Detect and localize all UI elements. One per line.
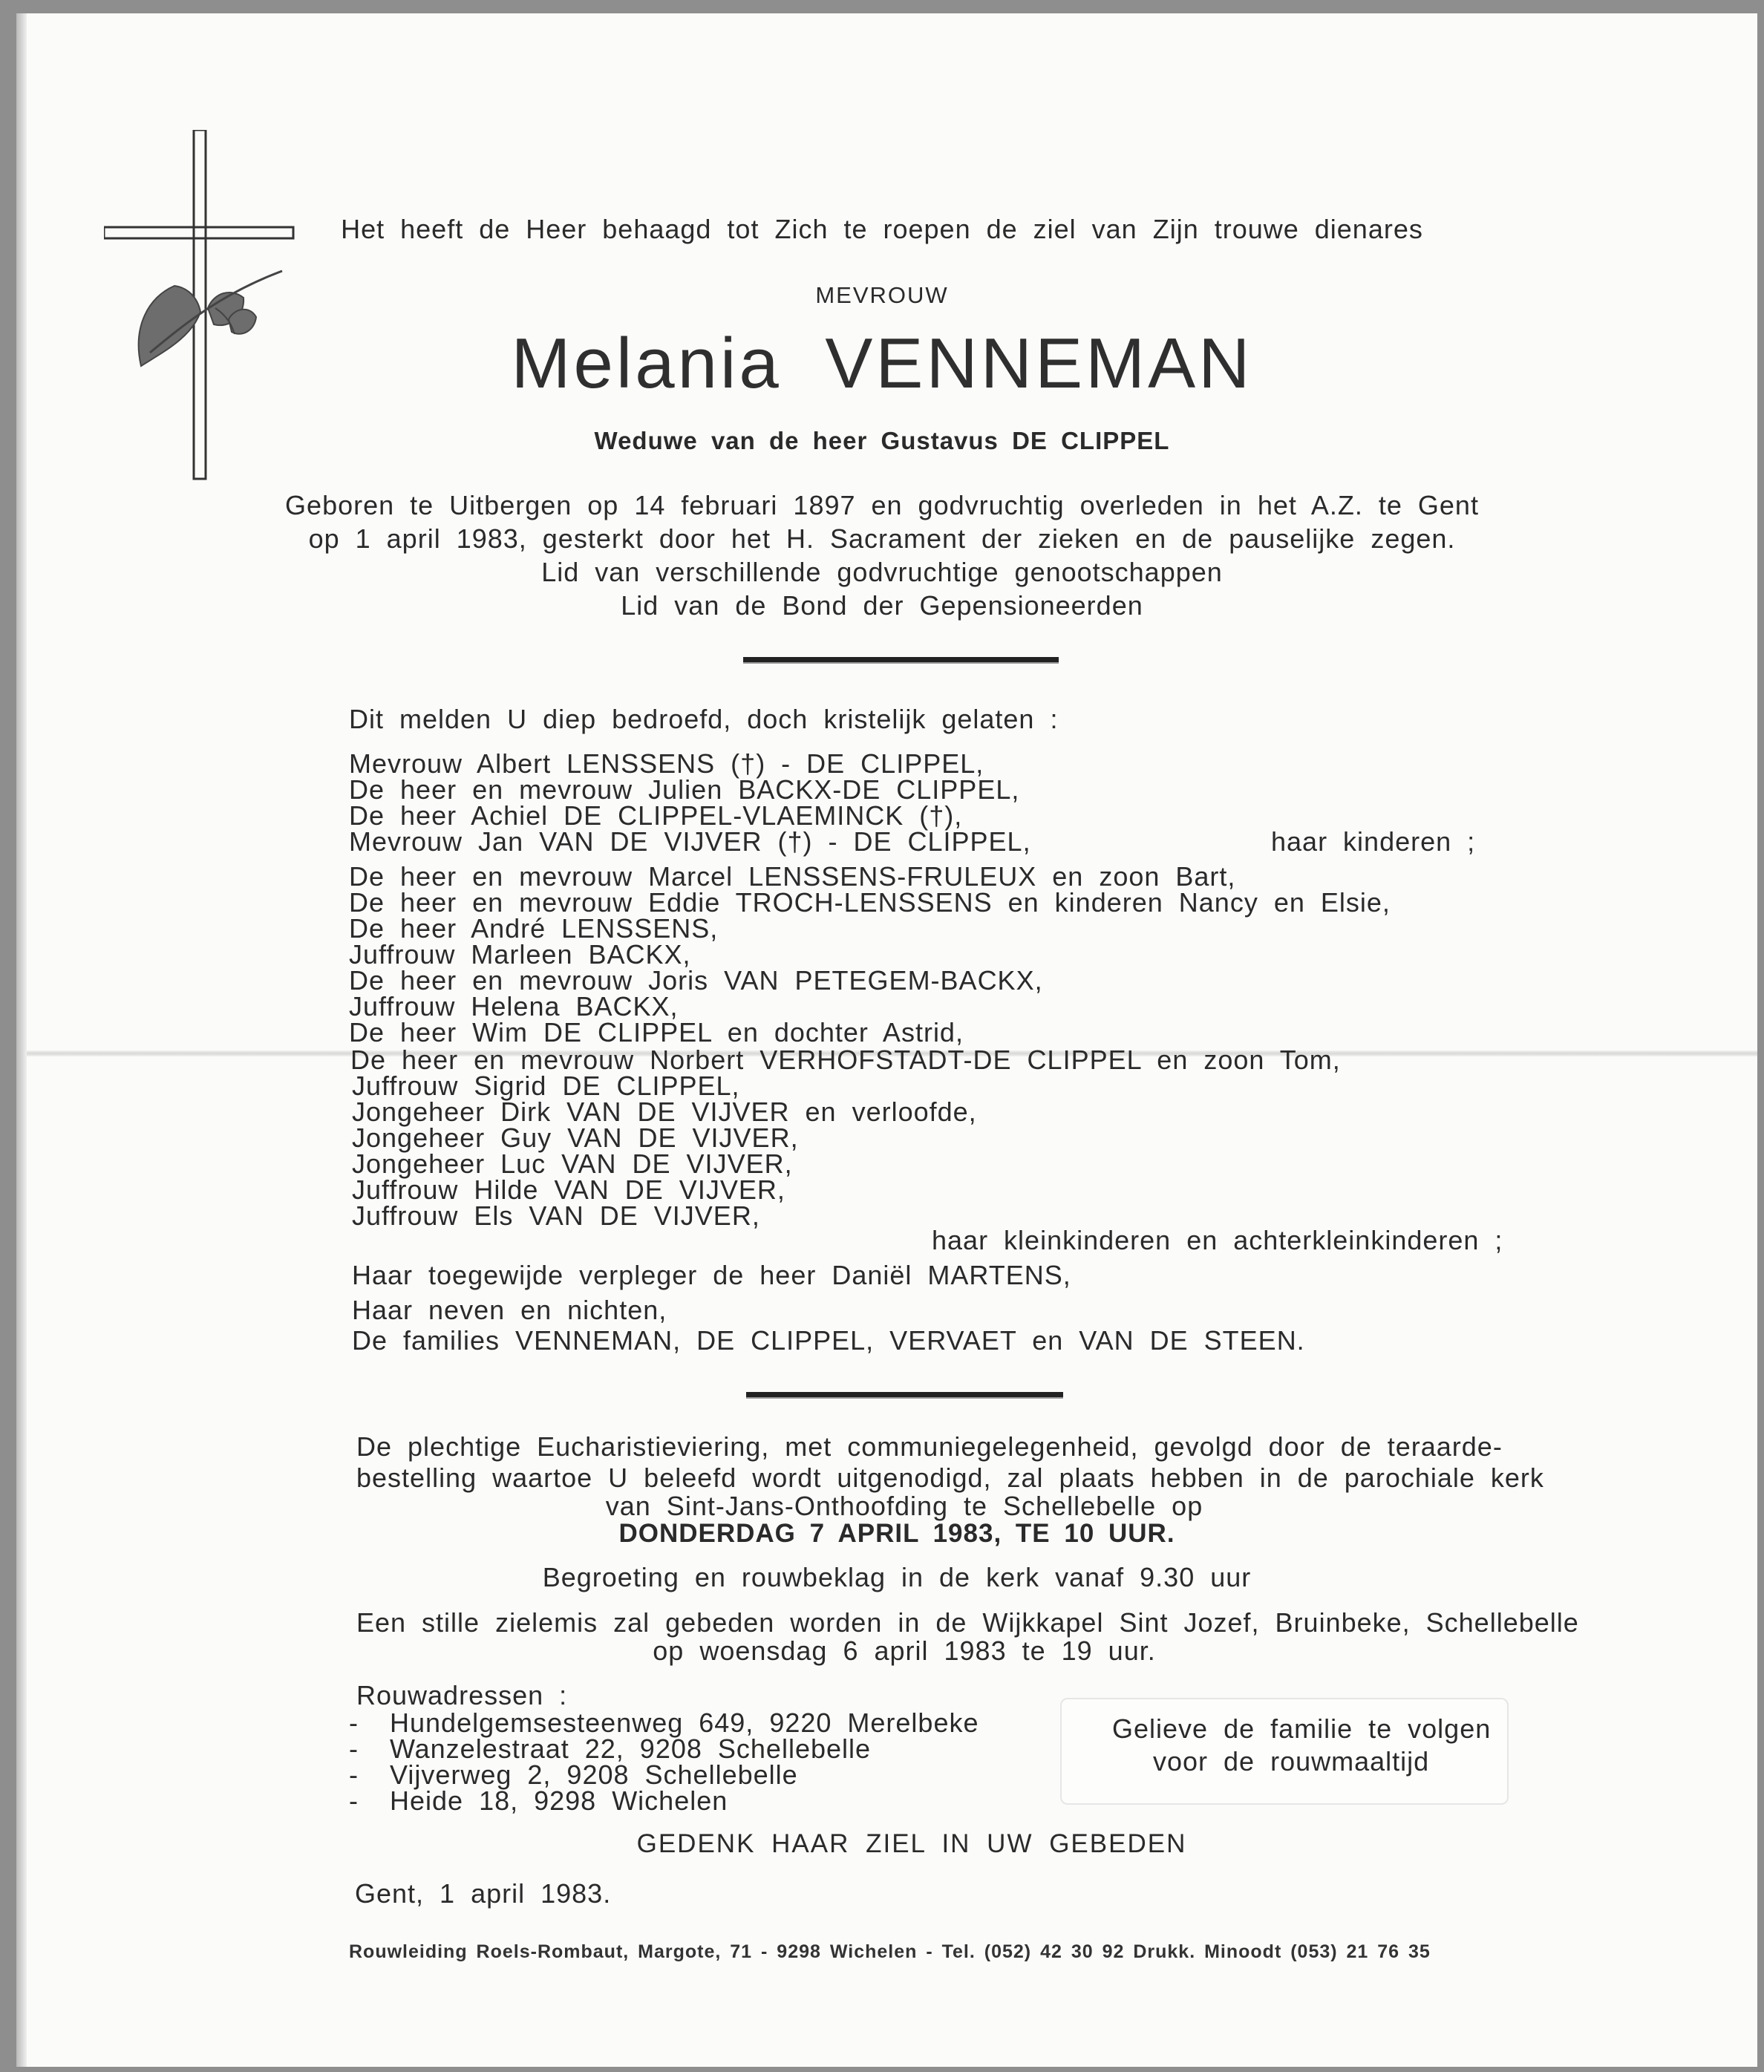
address-4: Heide 18, 9298 Wichelen	[390, 1785, 728, 1816]
grandchild-14: Juffrouw Els VAN DE VIJVER,	[352, 1200, 760, 1231]
announcement: Dit melden U diep bedroefd, doch kristelijk gelaten :	[349, 704, 1059, 734]
other-2: Haar neven en nichten,	[352, 1295, 667, 1325]
grandchild-6: Juffrouw Helena BACKX,	[349, 991, 679, 1022]
salutation: MEVROUW	[815, 282, 949, 308]
bio-line-4: Lid van de Bond der Gepensioneerden	[621, 590, 1143, 621]
divider-2	[746, 1392, 1063, 1397]
stamp-line-1: Gelieve de familie te volgen	[1112, 1713, 1492, 1744]
service-line-3: van Sint-Jans-Onthoofding te Schellebelle op	[605, 1491, 1203, 1521]
other-3: De families VENNEMAN, DE CLIPPEL, VERVAET en VAN DE STEEN.	[352, 1325, 1305, 1356]
child-2: De heer en mevrouw Julien BACKX-DE CLIPPEL,	[349, 774, 1020, 805]
bio-line-1: Geboren te Uitbergen op 14 februari 1897 en godvruchtig overleden in het A.Z. te Gent	[285, 490, 1479, 520]
grandchild-4: Juffrouw Marleen BACKX,	[349, 939, 691, 970]
mass-line-2: op woensdag 6 april 1983 te 19 uur.	[653, 1635, 1156, 1666]
children-label: haar kinderen ;	[1271, 826, 1476, 857]
grandchild-1: De heer en mevrouw Marcel LENSSENS-FRULEUX en zoon Bart,	[349, 861, 1236, 892]
grandchild-9: Juffrouw Sigrid DE CLIPPEL,	[352, 1071, 740, 1101]
child-3: De heer Achiel DE CLIPPEL-VLAEMINCK (†),	[349, 800, 963, 831]
place-date: Gent, 1 april 1983.	[355, 1878, 612, 1909]
deceased-name: Melania VENNEMAN	[511, 324, 1253, 403]
grandchild-7: De heer Wim DE CLIPPEL en dochter Astrid,	[349, 1017, 964, 1048]
mass-line-1: Een stille zielemis zal gebeden worden in de Wijkkapel Sint Jozef, Bruinbeke, Schellebelle	[356, 1607, 1579, 1638]
printer-footer: Rouwleiding Roels-Rombaut, Margote, 71 - 9298 Wichelen - Tel. (052) 42 30 92 Drukk. Minoodt (053) 21 76 35	[349, 1941, 1431, 1962]
divider-1	[743, 657, 1059, 662]
service-line-1: De plechtige Eucharistieviering, met communiegelegenheid, gevolgd door de teraarde-	[356, 1431, 1503, 1462]
card-edge	[16, 13, 27, 2067]
grandchild-3: De heer André LENSSENS,	[349, 913, 719, 944]
bio-line-3: Lid van verschillende godvruchtige genootschappen	[541, 557, 1223, 587]
child-1: Mevrouw Albert LENSSENS (†) - DE CLIPPEL,	[349, 748, 984, 779]
grandchild-10: Jongeheer Dirk VAN DE VIJVER en verloofde,	[352, 1097, 977, 1127]
grandchild-13: Juffrouw Hilde VAN DE VIJVER,	[352, 1174, 785, 1205]
grandchildren-label: haar kleinkinderen en achterkleinkinderen ;	[932, 1225, 1503, 1255]
widow-of: Weduwe van de heer Gustavus DE CLIPPEL	[594, 427, 1170, 454]
grandchild-2: De heer en mevrouw Eddie TROCH-LENSSENS en kinderen Nancy en Elsie,	[349, 887, 1391, 918]
other-1: Haar toegewijde verpleger de heer Daniël MARTENS,	[352, 1260, 1071, 1290]
grandchild-8: De heer en mevrouw Norbert VERHOFSTADT-DE CLIPPEL en zoon Tom,	[350, 1045, 1341, 1075]
address-bullet-3: -	[349, 1759, 359, 1790]
address-1: Hundelgemsesteenweg 649, 9220 Merelbeke	[390, 1707, 979, 1738]
grandchild-5: De heer en mevrouw Joris VAN PETEGEM-BACKX,	[349, 965, 1043, 996]
child-4: Mevrouw Jan VAN DE VIJVER (†) - DE CLIPPEL,	[349, 826, 1031, 857]
service-line-2: bestelling waartoe U beleefd wordt uitgenodigd, zal plaats hebben in de parochiale kerk	[356, 1463, 1544, 1493]
address-bullet-1: -	[349, 1707, 359, 1738]
address-2: Wanzelestraat 22, 9208 Schellebelle	[390, 1733, 872, 1764]
grandchild-11: Jongeheer Guy VAN DE VIJVER,	[352, 1122, 799, 1153]
address-bullet-4: -	[349, 1785, 359, 1816]
stamp-line-2: voor de rouwmaaltijd	[1153, 1746, 1430, 1777]
greeting: Begroeting en rouwbeklag in de kerk vanaf 9.30 uur	[542, 1562, 1252, 1592]
service-date: DONDERDAG 7 APRIL 1983, TE 10 UUR.	[618, 1519, 1175, 1548]
closing-prayer: GEDENK HAAR ZIEL IN UW GEBEDEN	[636, 1829, 1187, 1858]
addresses-title: Rouwadressen :	[356, 1680, 568, 1710]
address-3: Vijverweg 2, 9208 Schellebelle	[390, 1759, 798, 1790]
bio-line-2: op 1 april 1983, gesterkt door het H. Sacrament der zieken en de pauselijke zegen.	[308, 523, 1456, 554]
grandchild-12: Jongeheer Luc VAN DE VIJVER,	[352, 1148, 793, 1179]
intro-text: Het heeft de Heer behaagd tot Zich te roepen de ziel van Zijn trouwe dienares	[341, 214, 1423, 244]
address-bullet-2: -	[349, 1733, 359, 1764]
